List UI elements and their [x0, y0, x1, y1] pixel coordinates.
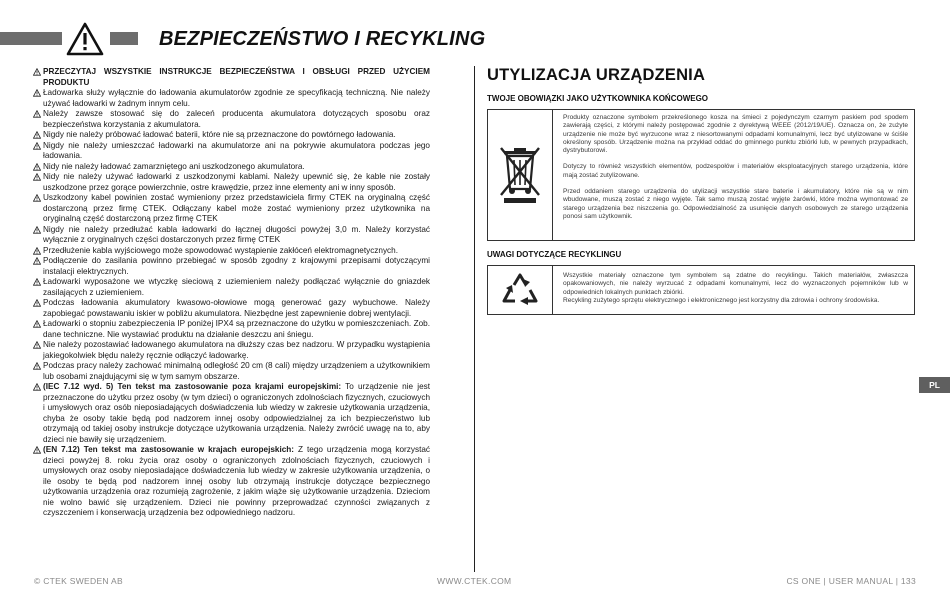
- safety-item: [33, 382, 430, 445]
- safety-item: [33, 109, 430, 130]
- recycling-paragraph-2: Recykling zużytego sprzętu elektrycznego i elektronicznego jest korzystny dla zdrowia i ochrony środowiska.: [563, 296, 880, 304]
- safety-item: [33, 246, 430, 257]
- warning-icon: [33, 257, 41, 265]
- warning-icon: [33, 362, 41, 370]
- recycling-text: [553, 266, 914, 314]
- safety-item-text: Należy zawsze stosować się do zaleceń producenta akumulatora dotyczących sposobu oraz bezpieczeństwa korzystania z akumulatora.: [43, 109, 430, 129]
- safety-item: [33, 130, 430, 141]
- recycling-icon-cell: [488, 266, 553, 314]
- header-bar-left: [0, 32, 62, 45]
- warning-icon: [33, 320, 41, 328]
- safety-item: [33, 445, 430, 519]
- safety-item: [33, 88, 430, 109]
- weee-text: [553, 110, 914, 240]
- safety-item-text: Nigdy nie należy umieszczać ładowarki na akumulatorze ani na pokrywie akumulatora podczas jego ładowania.: [43, 140, 430, 160]
- warning-icon: [33, 226, 41, 234]
- safety-item-text: Ładowarka służy wyłącznie do ładowania akumulatorów zgodnie ze specyfikacją techniczną. Nie należy używać ładowarki w żadnym innym celu.: [43, 88, 430, 108]
- warning-icon: [33, 446, 41, 454]
- page-title: BEZPIECZEŃSTWO I RECYKLING: [159, 28, 486, 50]
- safety-item-text: Z tego urządzenia mogą korzystać dzieci powyżej 8. roku życia oraz osoby o ograniczonych zdolnościach fizycznych, czuciowych i umysłowych oraz osoby nieposiadające doświadczenia lub wiedzy w zakresie użytkowania urządzenia, o ile osoby te będą pod nadzorem innej osoby lub otrzymają instrukcje dotyczące bezpiecznego użytkowania urządzenia oraz rozumieją zagrożenie, z jakim wiąże się użytkowanie urządzenia. Dzieciom nie wolno bawić się urządzeniem. Dzieci nie powinny przeprowadzać czynności związanych z czyszczeniem i konserwacją urządzenia bez odpowiedniego nadzoru.: [43, 445, 430, 517]
- safety-item: [33, 361, 430, 382]
- safety-item-text: Podczas pracy należy zachować minimalną odległość 20 cm (8 cali) między urządzeniem a użytkownikiem lub osobami znajdującymi się w tym samym obszarze.: [43, 361, 430, 381]
- safety-item-text: Nidy nie należy ładować zamarzniętego ani uszkodzonego akumulatora.: [43, 161, 305, 171]
- warning-icon: [33, 278, 41, 286]
- warning-icon: [33, 247, 41, 255]
- safety-item-text: PRZECZYTAJ WSZYSTKIE INSTRUKCJE BEZPIECZEŃSTWA I OBSŁUGI PRZED UŻYCIEM PRODUKTU: [43, 67, 430, 87]
- weee-bin-icon: [498, 145, 542, 205]
- warning-icon: [33, 194, 41, 202]
- safety-item-text: Nigdy nie należy przedłużać kabla ładowarki do łącznej długości powyżej 3,0 m. Należy korzystać wyłącznie z oryginalnych części dostarczonych przez firmę CTEK: [43, 224, 430, 244]
- safety-item-text: Uszkodzony kabel powinien zostać wymieniony przez przedstawiciela firmy CTEK na oryginalną część dostarczoną przez firmę CTEK. Odłączany kabel może zostać wymieniony przez użytkownika na oryginalną część dostarczoną przez firmę CTEK: [43, 193, 430, 223]
- column-divider: [474, 66, 475, 572]
- safety-item-text: Nigdy nie należy próbować ładować baterii, które nie są przeznaczone do powtórnego ładowania.: [43, 130, 396, 139]
- language-tab: PL: [919, 377, 950, 393]
- safety-item: [33, 277, 430, 298]
- warning-icon: [33, 341, 41, 349]
- safety-item-text: Podczas ładowania akumulatory kwasowo-ołowiowe mogą generować gazy wybuchowe. Należy zapobiegać powstawaniu iskier w pobliżu akumulatora. Niezbędne jest zapewnienie dobrej wentylacji.: [43, 298, 430, 318]
- safety-item-text: Ładowarki o stopniu zabezpieczenia IP poniżej IPX4 są przeznaczone do użytku w pomieszczeniach. Zob. dane techniczne. Nie wystawiać produktu na działanie deszczu ani śniegu.: [43, 319, 430, 339]
- recycling-paragraph-1: Wszystkie materiały oznaczone tym symbolem są zdatne do recyklingu. Takich materiałów, zwłaszcza opakowaniowych, nie należy wyrzucać z odpadami komunalnymi, lecz do wyznaczonych pojemników lub w odpowiednich lokalnych punktach zbiórki.: [563, 272, 908, 296]
- weee-icon-cell: [488, 110, 553, 240]
- weee-paragraph-3: Przed oddaniem starego urządzenia do utylizacji wszystkie stare baterie i akumulatory, które nie są w nim wbudowane, muszą zostać z niego wyjęte. Tak samo muszą zostać wyjęte żarówki, które można wymontować ze starego urządzenia bez niszczenia go. Odpowiedzialność za usunięcie danych osobowych ze starego urządzenia ponosi sam użytkownik.: [563, 188, 908, 220]
- warning-icon: [33, 299, 41, 307]
- footer-website: WWW.CTEK.COM: [437, 576, 512, 586]
- end-user-responsibilities-heading: TWOJE OBOWIĄZKI JAKO UŻYTKOWNIKA KOŃCOWEGO: [487, 94, 709, 103]
- warning-icon: [33, 383, 41, 391]
- safety-item-text: Podłączenie do zasilania powinno przebiegać w sposób zgodny z krajowymi przepisami dotyczącymi instalacji elektrycznych.: [43, 256, 430, 276]
- safety-item-lead: (IEC 7.12 wyd. 5) Ten tekst ma zastosowanie poza krajami europejskimi:: [43, 382, 342, 391]
- recycling-icon: [501, 272, 539, 308]
- header-bar-right: [110, 32, 138, 45]
- footer-page-info: CS ONE | USER MANUAL | 133: [786, 576, 916, 586]
- safety-item: [33, 172, 430, 193]
- safety-instructions: [33, 67, 430, 519]
- safety-item: [33, 162, 430, 173]
- safety-item-text: To urządzenie nie jest przeznaczone do użytku przez osoby (w tym dzieci) o ograniczonych zdolnościach fizycznych, czuciowych i umysłowych oraz osób nieposiadających doświadczenia lub wiedzy w zakresie użytkowania urządzenia, chyba że osoby takie będą pod nadzorem innej osoby odpowiedzialnej za ich bezpieczeństwo lub otrzymają od takiej osoby instrukcje dotyczące użytkowania urządzenia. Należy zwrócić uwagę na to, aby dzieci nie bawiły się urządzeniem.: [43, 382, 430, 444]
- safety-item: [33, 256, 430, 277]
- weee-paragraph-2: Dotyczy to również wszystkich elementów, podzespołów i materiałów eksploatacyjnych starego urządzenia, które mają zostać zutylizowane.: [563, 163, 908, 179]
- warning-icon: [33, 131, 41, 139]
- recycling-info-box: [487, 265, 915, 315]
- safety-item: [33, 298, 430, 319]
- warning-icon: [33, 89, 41, 97]
- warning-icon: [33, 142, 41, 150]
- safety-item: [33, 340, 430, 361]
- safety-item: [33, 141, 430, 162]
- weee-paragraph-1: Produkty oznaczone symbolem przekreślonego kosza na śmieci z pojedynczym czarnym paskiem pod spodem zawierają części, z którymi należy postępować zgodnie z dyrektywą WEEE (2012/19/UE). Oznacza on, że zużyte urządzenie nie może być wyrzucone wraz z niesortowanymi odpadami komunalnymi, lecz być utylizowane w ściśle określony sposób. Urządzenie można na przykład oddać do gminnego punktu zbiórki lub, w pewnych przypadkach, dystrybutorowi.: [563, 114, 908, 155]
- disposal-section: [487, 66, 915, 315]
- safety-item-text: Przedłużenie kabla wyjściowego może spowodować wystąpienie zakłóceń elektromagnetycznych.: [43, 245, 398, 255]
- safety-item: [33, 193, 430, 225]
- safety-item-text: Nidy nie należy używać ładowarki z uszkodzonymi kablami. Należy upewnić się, że kable nie zostały uszkodzone przez gorące powierzchnie, ostre krawędzie, przez inne elementy ani w inny sposób.: [43, 172, 430, 192]
- warning-icon: [33, 68, 41, 76]
- footer-copyright: © CTEK SWEDEN AB: [34, 576, 123, 586]
- warning-icon: [33, 110, 41, 118]
- recycling-notes-heading: UWAGI DOTYCZĄCE RECYKLINGU: [487, 250, 622, 259]
- safety-item: [33, 67, 430, 88]
- safety-item: [33, 319, 430, 340]
- safety-item-lead: (EN 7.12) Ten tekst ma zastosowanie w krajach europejskich:: [43, 445, 295, 454]
- safety-item-text: Nie należy pozostawiać ładowanego akumulatora na dłuższy czas bez nadzoru. W przypadku wystąpienia jakiegokolwiek błędu należy ręcznie odłączyć ładowarkę.: [43, 340, 430, 360]
- warning-icon: [33, 163, 41, 171]
- disposal-title: UTYLIZACJA URZĄDZENIA: [487, 66, 706, 84]
- warning-icon: [66, 22, 104, 56]
- weee-info-box: [487, 109, 915, 241]
- safety-item-text: Ładowarki wyposażone we wtyczkę sieciową z uziemieniem należy podłączać wyłącznie do gniazdek zasilających z uziemieniem.: [43, 277, 430, 297]
- safety-item: [33, 225, 430, 246]
- warning-icon: [33, 173, 41, 181]
